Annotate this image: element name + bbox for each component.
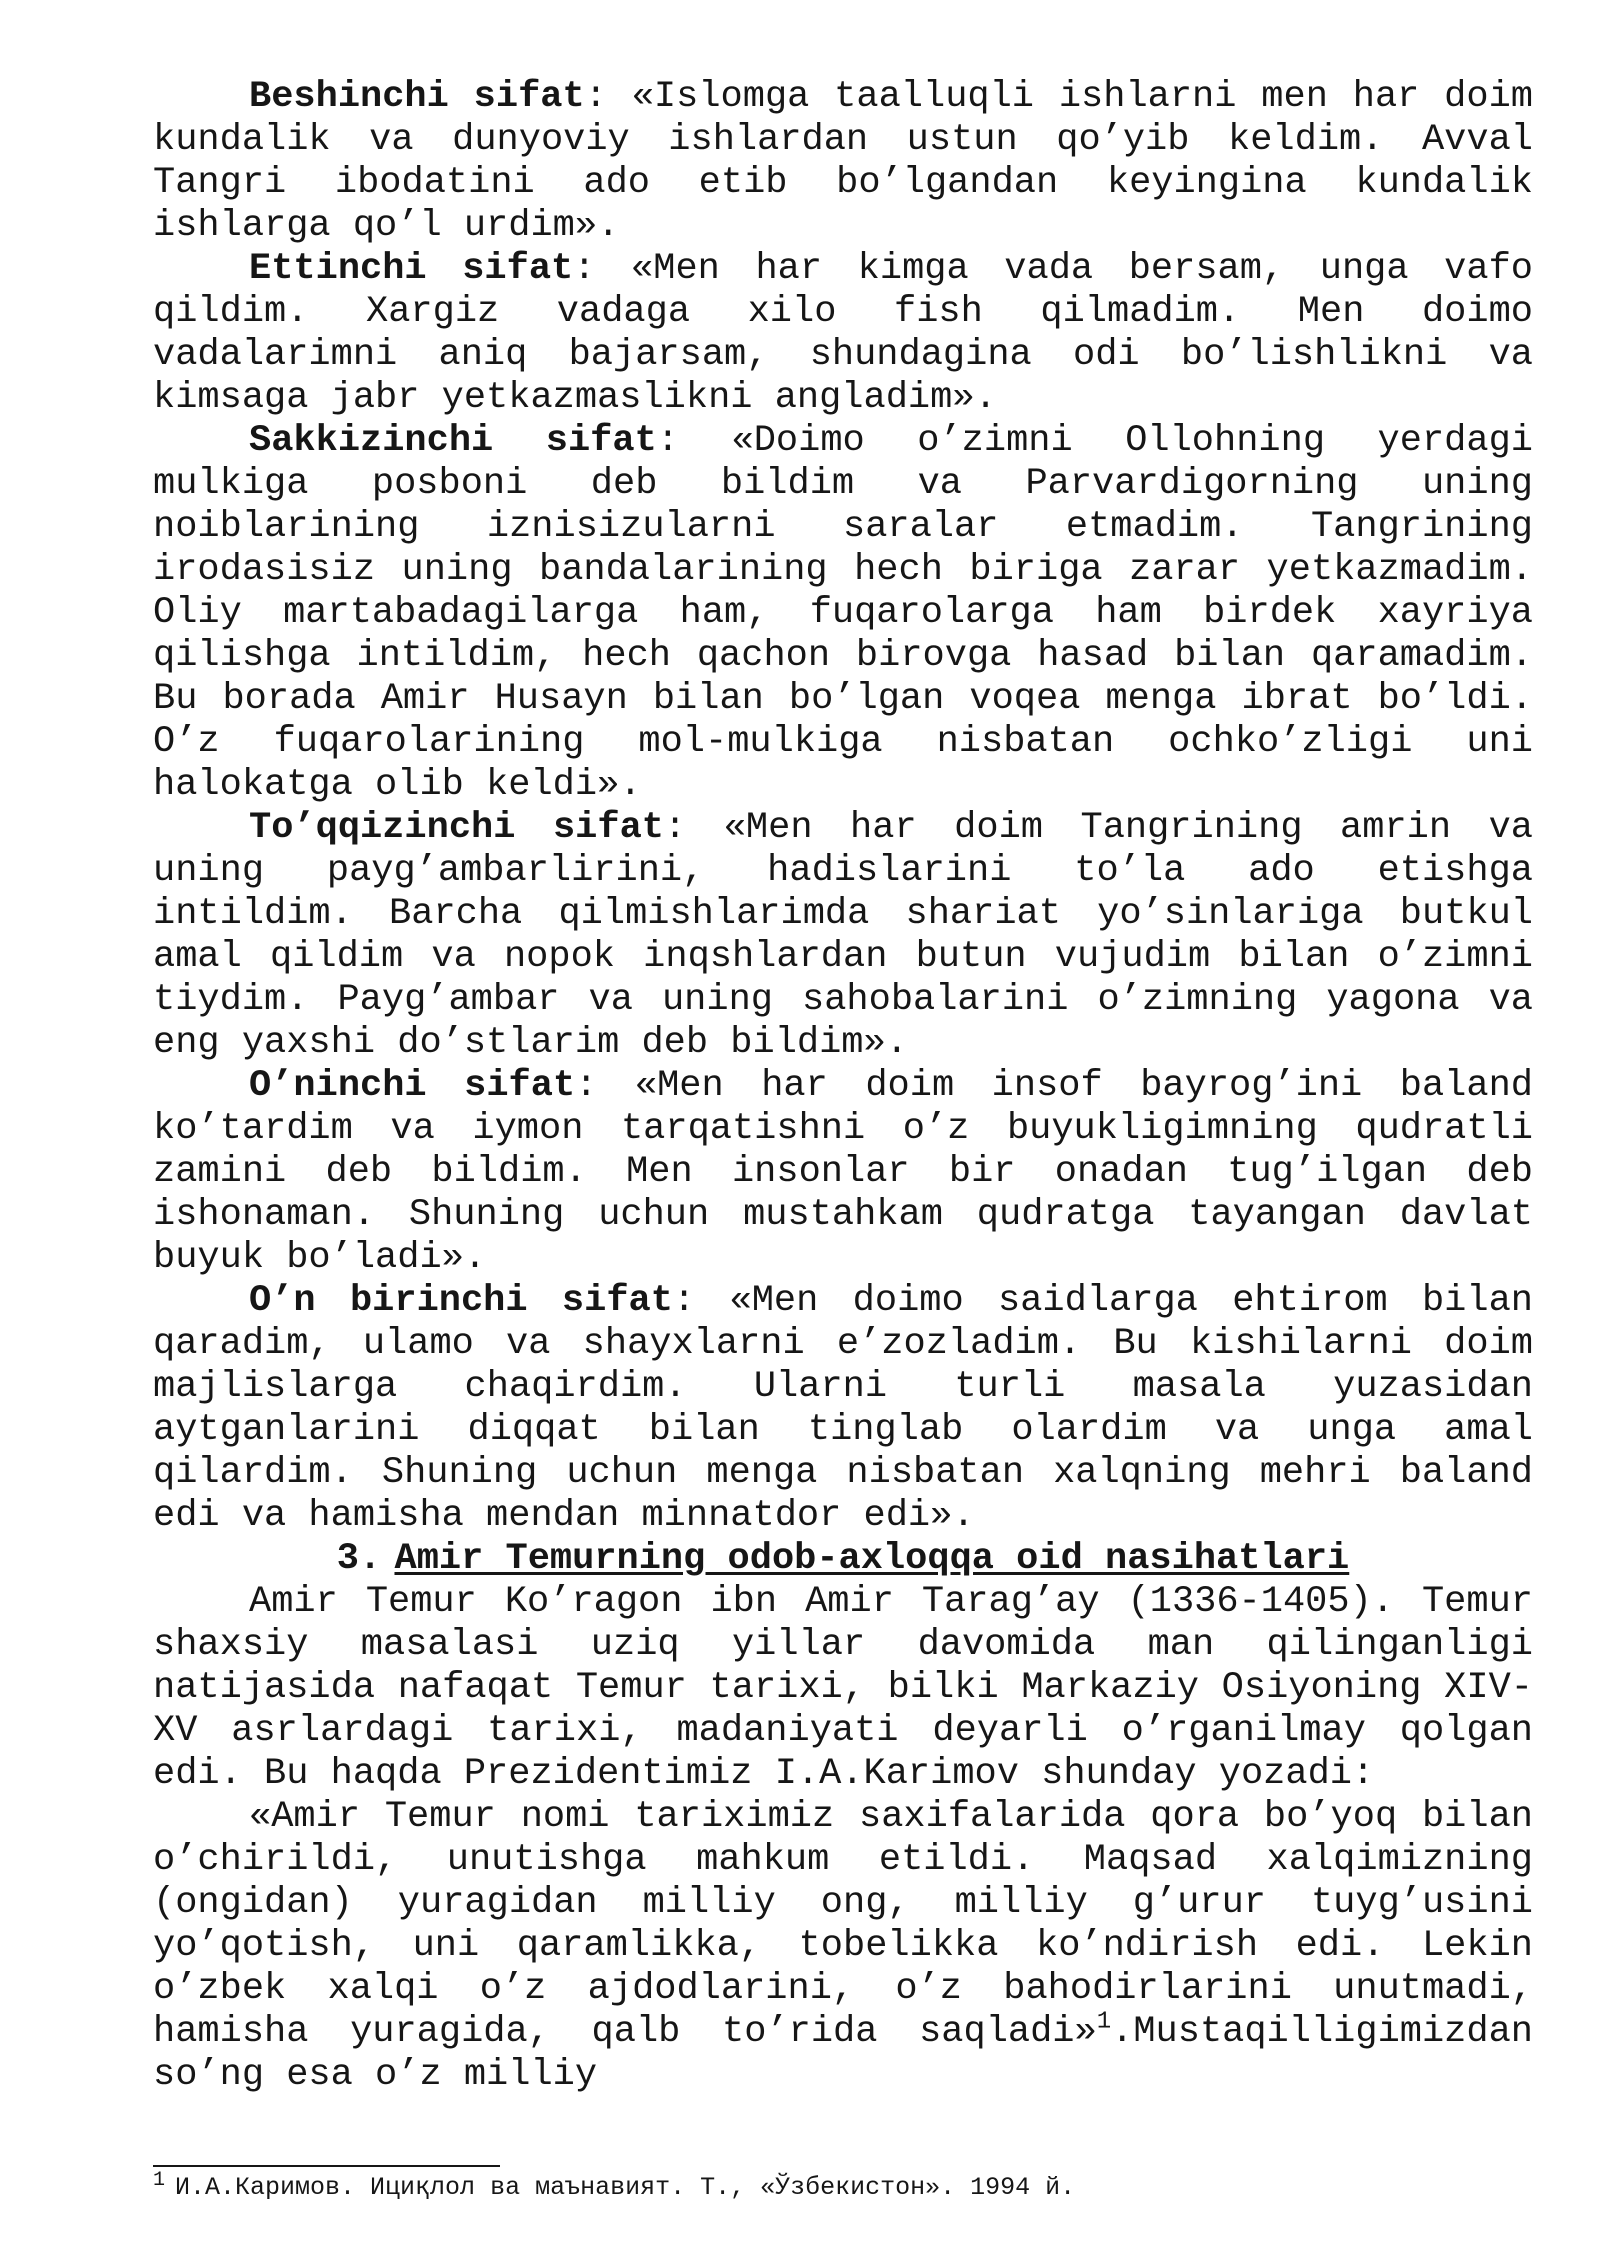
paragraph-sifat-5 — [153, 76, 1533, 248]
quote-continuation: .Mustaqilligimizdan so’ng esa o’z milliy — [153, 2011, 1533, 2096]
paragraph-text: : «Islomga taalluqli ishlarni men har doim kundalik va dunyoviy ishlardan ustun qo’yib keldim. Avval Tangri ibodatini ado etib bo’lgandan keyingina kundalik ishlarga qo’l urdim». — [153, 76, 1533, 247]
document-page — [153, 76, 1533, 2097]
quote-text: «Amir Temur nomi tariximiz saxifalarida qora bo’yoq bilan o’chirildi, unutishga mahkum etildi. Maqsad xalqimizning (ongidan) yuragidan milliy ong, milliy g’urur tuyg’usini yo’qotish, uni qaramlikka, tobelikka ko’ndirish edi. Lekin o’zbek xalqi o’z ajdodlarini, o’z bahodirlarini unutmadi, hamisha yuragida, qalb to’rida saqladi» — [153, 1796, 1533, 2053]
paragraph-text: : «Men har kimga vada bersam, unga vafo qildim. Xargiz vadaga xilo fish qilmadim. Men doimo vadalarimni aniq bajarsam, shundagina odi bo’lishlikni va kimsaga jabr yetkazmaslikni angladim». — [153, 248, 1533, 419]
footnote-separator — [153, 2165, 500, 2167]
paragraph-lead: Beshinchi sifat — [249, 76, 585, 118]
section-title: Amir Temurning odob-axloqqa oid nasihatlari — [394, 1538, 1350, 1580]
paragraph-text: : «Doimo o’zimni Ollohning yerdagi mulkiga posboni deb bildim va Parvardigorning uning noiblarining iznisizularni saralar etmadim. Tangrining irodasisiz uning bandalarining hech biriga zarar yetkazmadim. Oliy martabadagilarga ham, fuqarolarga ham birdek xayriya qilishga intildim, hech qachon birovga hasad bilan qaramadim. Bu borada Amir Husayn bilan bo’lgan voqea menga ibrat bo’ldi. O’z fuqarolarining mol-mulkiga nisbatan ochko’zligi uni halokatga olib keldi». — [153, 420, 1533, 806]
paragraph-sifat-11 — [153, 1280, 1533, 1538]
paragraph-lead: O’n birinchi sifat — [249, 1280, 673, 1322]
section-number: 3. — [336, 1538, 382, 1580]
paragraph-lead: Sakkizinchi sifat — [249, 420, 657, 462]
paragraph-lead: O’ninchi sifat — [249, 1065, 576, 1107]
paragraph-sifat-7 — [153, 248, 1533, 420]
paragraph-lead: To’qqizinchi sifat — [249, 807, 664, 849]
paragraph-intro: Amir Temur Ko’ragon ibn Amir Tarag’ay (1336-1405). Temur shaxsiy masalasi uziq yillar davomida man qilinganligi natijasida nafaqat Temur tarixi, bilki Markaziy Osiyoning XIV-XV asrlardagi tarixi, madaniyati deyarli o’rganilmay qolgan edi. Bu haqda Prezidentimiz I.A.Karimov shunday yozadi: — [153, 1581, 1533, 1795]
paragraph-lead: Ettinchi sifat — [249, 248, 574, 290]
paragraph-sifat-9 — [153, 807, 1533, 1065]
footnote-reference[interactable]: 1 — [1096, 2008, 1112, 2036]
section-heading — [153, 1538, 1533, 1581]
paragraph-sifat-10 — [153, 1065, 1533, 1280]
footnote — [153, 2168, 1533, 2204]
paragraph-text: : «Men har doim insof bayrog’ini baland ko’tardim va iymon tarqatishni o’z buyukligimning qudratli zamini deb bildim. Men insonlar bir onadan tug’ilgan deb ishonaman. Shuning uchun mustahkam qudratga tayangan davlat buyuk bo’ladi». — [153, 1065, 1533, 1279]
paragraph-text: : «Men har doim Tangrining amrin va uning payg’ambarlirini, hadislarini to’la ado etishga intildim. Barcha qilmishlarimda shariat yo’sinlariga butkul amal qildim va nopok inqshlardan butun vujudim bilan o’zimni tiydim. Payg’ambar va uning sahobalarini o’zimning yagona va eng yaxshi do’stlarim deb bildim». — [153, 807, 1533, 1064]
paragraph-quote — [153, 1796, 1533, 2097]
footnote-mark: 1 — [153, 2168, 166, 2192]
paragraph-sifat-8 — [153, 420, 1533, 807]
footnote-text: И.А.Каримов. Ициқлол ва маънавият. Т., «Ўзбекистон». 1994 й. — [175, 2173, 1076, 2202]
paragraph-text: : «Men doimo saidlarga ehtirom bilan qaradim, ulamo va shayxlarni e’zozladim. Bu kishilarni doim majlislarga chaqirdim. Ularni turli masala yuzasidan aytganlarini diqqat bilan tinglab olardim va unga amal qilardim. Shuning uchun menga nisbatan xalqning mehri baland edi va hamisha mendan minnatdor edi». — [153, 1280, 1533, 1537]
